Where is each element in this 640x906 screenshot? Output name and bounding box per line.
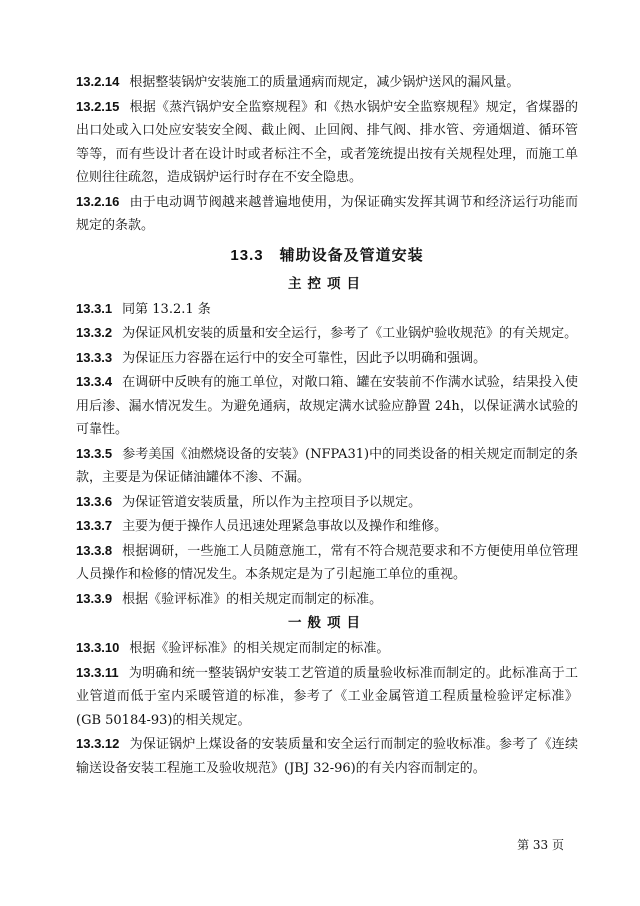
clause-13-3-7: [76, 514, 578, 539]
clause-text: 在调研中反映有的施工单位，对敞口箱、罐在安装前不作满水试验，结果投入使用后渗、漏水情况发生。为避免通病，故规定满水试验应静置 24h，以保证满水试验的可靠性。: [76, 375, 578, 437]
clause-text: 为保证管道安装质量，所以作为主控项目予以规定。: [122, 494, 422, 510]
clause-number: 13.3.9: [76, 590, 113, 606]
clause-number: 13.2.16: [76, 193, 120, 209]
clause-text: 为明确和统一整装锅炉安装工艺管道的质量验收标准而制定的。此标准高于工业管道而低于室内采暖管道的标准，参考了《工业金属管道工程质量检验评定标准》(GB 50184-93)的相关规定。: [76, 665, 578, 728]
clause-text: 由于电动调节阀越来越普遍地使用，为保证确实发挥其调节和经济运行功能而规定的条款。: [76, 194, 578, 233]
clause-text: 为保证锅炉上煤设备的安装质量和安全运行而制定的验收标准。参考了《连续输送设备安装工程施工及验收规范》(JBJ 32-96)的有关内容而制定的。: [76, 737, 578, 776]
clause-number: 13.3.3: [76, 349, 113, 365]
clause-number: 13.3.5: [76, 445, 113, 461]
clause-text: 为保证压力容器在运行中的安全可靠性，因此予以明确和强调。: [122, 350, 487, 366]
clause-text: 同第 13.2.1 条: [122, 301, 211, 317]
general-items-heading: 一般项目: [288, 615, 366, 631]
clause-number: 13.3.4: [76, 374, 113, 389]
clause-number: 13.3.7: [76, 518, 113, 533]
clause-13-2-14: [76, 70, 578, 95]
clause-13-3-4: [76, 370, 578, 442]
section-title: 辅助设备及管道安装: [279, 245, 424, 264]
section-number: 13.3: [230, 246, 264, 264]
main-items-heading: 主控项目: [288, 275, 366, 292]
clause-13-2-16: [76, 190, 578, 238]
clause-number: 13.3.10: [76, 640, 120, 655]
clause-number: 13.3.8: [76, 542, 113, 558]
clause-13-3-3: [76, 346, 578, 371]
clause-number: 13.2.15: [76, 98, 120, 114]
clause-text: 主要为便于操作人员迅速处理紧急事故以及操作和维修。: [122, 519, 448, 534]
clause-number: 13.2.14: [76, 74, 120, 89]
clause-text: 参考美国《油燃烧设备的安装》(NFPA31)中的同类设备的相关规定而制定的条款，主要是为保证储油罐体不渗、不漏。: [76, 446, 578, 485]
clause-text: 根据调研，一些施工人员随意施工，常有不符合规范要求和不方便使用单位管理人员操作和检修的情况发生。本条规定是为了引起施工单位的重视。: [76, 543, 578, 582]
clause-13-3-12: [76, 732, 578, 780]
clause-text: 根据《蒸汽锅炉安全监察规程》和《热水锅炉安全监察规程》规定，省煤器的出口处或入口处应安装安全阀、截止阀、止回阀、排气阀、排水管、旁通烟道、循环管等等，而有些设计者在设计时或者标注不全，或者笼统提出按有关规程处理，而施工单位则往往疏忽，造成锅炉运行时存在不安全隐患。: [76, 99, 578, 185]
clause-13-3-5: [76, 442, 578, 490]
clause-13-3-1: [76, 297, 578, 322]
clause-number: 13.3.12: [76, 736, 120, 751]
clause-13-3-8: [76, 539, 578, 587]
document-body: [76, 70, 578, 780]
clause-text: 根据《验评标准》的相关规定而制定的标准。: [129, 641, 390, 656]
clause-text: 根据整装锅炉安装施工的质量通病而规定，减少锅炉送风的漏风量。: [129, 75, 520, 90]
clause-number: 13.3.6: [76, 493, 113, 509]
clause-13-3-11: [76, 661, 578, 733]
clause-13-3-2: [76, 321, 578, 346]
clause-13-3-6: [76, 490, 578, 515]
page-number: 第 33 页: [517, 838, 564, 852]
clause-number: 13.3.2: [76, 325, 113, 340]
clause-13-3-10: [76, 636, 578, 661]
clause-number: 13.3.11: [76, 664, 119, 680]
section-heading: [76, 242, 578, 269]
clause-text: 为保证风机安装的质量和安全运行，参考了《工业锅炉验收规范》的有关规定。: [122, 326, 578, 341]
clause-text: 根据《验评标准》的相关规定而制定的标准。: [122, 591, 383, 607]
clause-13-2-15: [76, 95, 578, 190]
clause-13-3-9: [76, 587, 578, 612]
clause-number: 13.3.1: [76, 300, 113, 316]
